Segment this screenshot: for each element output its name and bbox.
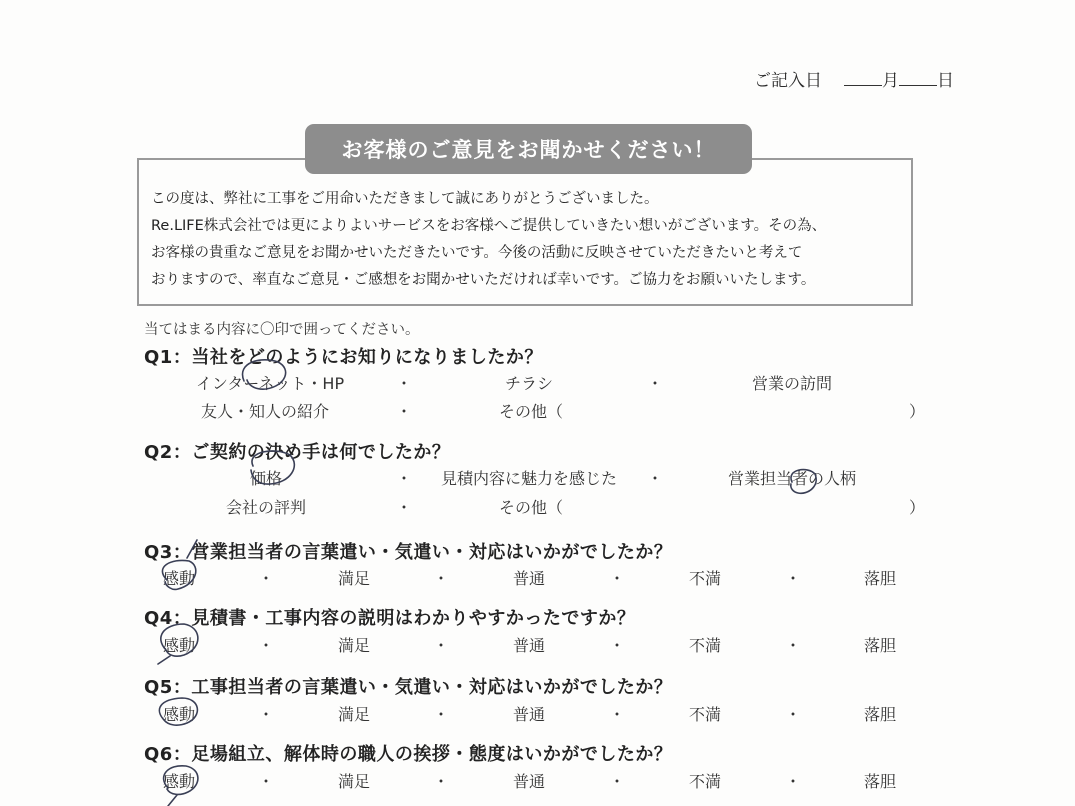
separator-dot: ・ bbox=[432, 705, 450, 724]
separator-dot: ・ bbox=[646, 374, 664, 393]
separator-dot: ・ bbox=[608, 705, 626, 724]
intro-line: Re.LIFE株式会社では更によりよいサービスをお客様へご提供していきたい想いがございます。その為、 bbox=[151, 218, 827, 234]
q1-option-flyer[interactable]: チラシ bbox=[504, 374, 554, 393]
q1-option-other[interactable]: その他（ bbox=[499, 402, 564, 421]
q5-option-satisfied[interactable]: 満足 bbox=[337, 705, 371, 724]
q6-option-disappointed[interactable]: 落胆 bbox=[863, 772, 897, 791]
q4-option-impressed[interactable]: 感動 bbox=[162, 636, 196, 655]
q1-option-sales-visit[interactable]: 営業の訪問 bbox=[751, 374, 833, 393]
separator-dot: ・ bbox=[784, 772, 802, 791]
separator-dot: ・ bbox=[784, 705, 802, 724]
separator-dot: ・ bbox=[257, 772, 275, 791]
q5-option-disappointed[interactable]: 落胆 bbox=[863, 705, 897, 724]
separator-dot: ・ bbox=[608, 772, 626, 791]
separator-dot: ・ bbox=[784, 569, 802, 588]
separator-dot: ・ bbox=[257, 705, 275, 724]
question-3: Q3：営業担当者の言葉遣い・気遣い・対応はいかがでしたか？ bbox=[144, 542, 673, 563]
q2-option-price[interactable]: 価格 bbox=[249, 469, 283, 488]
separator-dot: ・ bbox=[784, 636, 802, 655]
month-blank[interactable] bbox=[844, 71, 882, 86]
date-label: ご記入日 bbox=[754, 71, 822, 91]
q2-other-close-paren: ） bbox=[909, 498, 926, 517]
day-blank[interactable] bbox=[899, 71, 937, 86]
day-label: 日 bbox=[937, 71, 954, 91]
separator-dot: ・ bbox=[646, 469, 664, 488]
q1-option-referral[interactable]: 友人・知人の紹介 bbox=[200, 402, 330, 421]
q3-option-disappointed[interactable]: 落胆 bbox=[863, 569, 897, 588]
q5-option-impressed[interactable]: 感動 bbox=[162, 705, 196, 724]
q5-option-normal[interactable]: 普通 bbox=[512, 705, 546, 724]
question-4: Q4：見積書・工事内容の説明はわかりやすかったですか？ bbox=[144, 608, 636, 629]
q2-option-other[interactable]: その他（ bbox=[499, 498, 564, 517]
intro-line: この度は、弊社に工事をご用命いただきまして誠にありがとうございました。 bbox=[151, 191, 659, 207]
q3-option-impressed[interactable]: 感動 bbox=[162, 569, 196, 588]
separator-dot: ・ bbox=[395, 374, 413, 393]
q5-option-dissatisfied[interactable]: 不満 bbox=[688, 705, 722, 724]
q2-option-estimate[interactable]: 見積内容に魅力を感じた bbox=[440, 469, 618, 488]
intro-line: おりますので、率直なご意見・ご感想をお聞かせいただければ幸いです。ご協力をお願いいたします。 bbox=[151, 272, 816, 288]
q2-option-reputation[interactable]: 会社の評判 bbox=[225, 498, 307, 517]
separator-dot: ・ bbox=[608, 569, 626, 588]
intro-line: お客様の貴重なご意見をお聞かせいただきたいです。今後の活動に反映させていただきたいと考えて bbox=[151, 245, 803, 261]
q2-option-sales-personality[interactable]: 営業担当者の人柄 bbox=[727, 469, 857, 488]
separator-dot: ・ bbox=[257, 569, 275, 588]
q4-option-satisfied[interactable]: 満足 bbox=[337, 636, 371, 655]
question-2: Q2：ご契約の決め手は何でしたか？ bbox=[144, 442, 451, 463]
q6-option-impressed[interactable]: 感動 bbox=[162, 772, 196, 791]
separator-dot: ・ bbox=[432, 636, 450, 655]
q6-option-dissatisfied[interactable]: 不満 bbox=[688, 772, 722, 791]
q6-option-normal[interactable]: 普通 bbox=[512, 772, 546, 791]
separator-dot: ・ bbox=[608, 636, 626, 655]
q4-option-disappointed[interactable]: 落胆 bbox=[863, 636, 897, 655]
q1-option-internet[interactable]: インターネット・HP bbox=[195, 374, 345, 393]
q3-option-normal[interactable]: 普通 bbox=[512, 569, 546, 588]
q6-option-satisfied[interactable]: 満足 bbox=[337, 772, 371, 791]
question-1: Q1：当社をどのようにお知りになりましたか？ bbox=[144, 347, 543, 368]
separator-dot: ・ bbox=[395, 498, 413, 517]
separator-dot: ・ bbox=[395, 469, 413, 488]
q3-option-dissatisfied[interactable]: 不満 bbox=[688, 569, 722, 588]
question-6: Q6：足場組立、解体時の職人の挨拶・態度はいかがでしたか？ bbox=[144, 744, 673, 765]
date-field bbox=[754, 66, 954, 91]
month-label: 月 bbox=[882, 71, 899, 91]
q3-option-satisfied[interactable]: 満足 bbox=[337, 569, 371, 588]
separator-dot: ・ bbox=[432, 569, 450, 588]
separator-dot: ・ bbox=[432, 772, 450, 791]
q4-option-dissatisfied[interactable]: 不満 bbox=[688, 636, 722, 655]
q1-other-close-paren: ） bbox=[909, 402, 926, 421]
question-5: Q5：工事担当者の言葉遣い・気遣い・対応はいかがでしたか？ bbox=[144, 677, 673, 698]
q4-option-normal[interactable]: 普通 bbox=[512, 636, 546, 655]
separator-dot: ・ bbox=[257, 636, 275, 655]
intro-text bbox=[151, 186, 826, 294]
instruction-text: 当てはまる内容に〇印で囲ってください。 bbox=[144, 322, 420, 338]
intro-title-banner: お客様のご意見をお聞かせください！ bbox=[305, 124, 752, 174]
separator-dot: ・ bbox=[395, 402, 413, 421]
